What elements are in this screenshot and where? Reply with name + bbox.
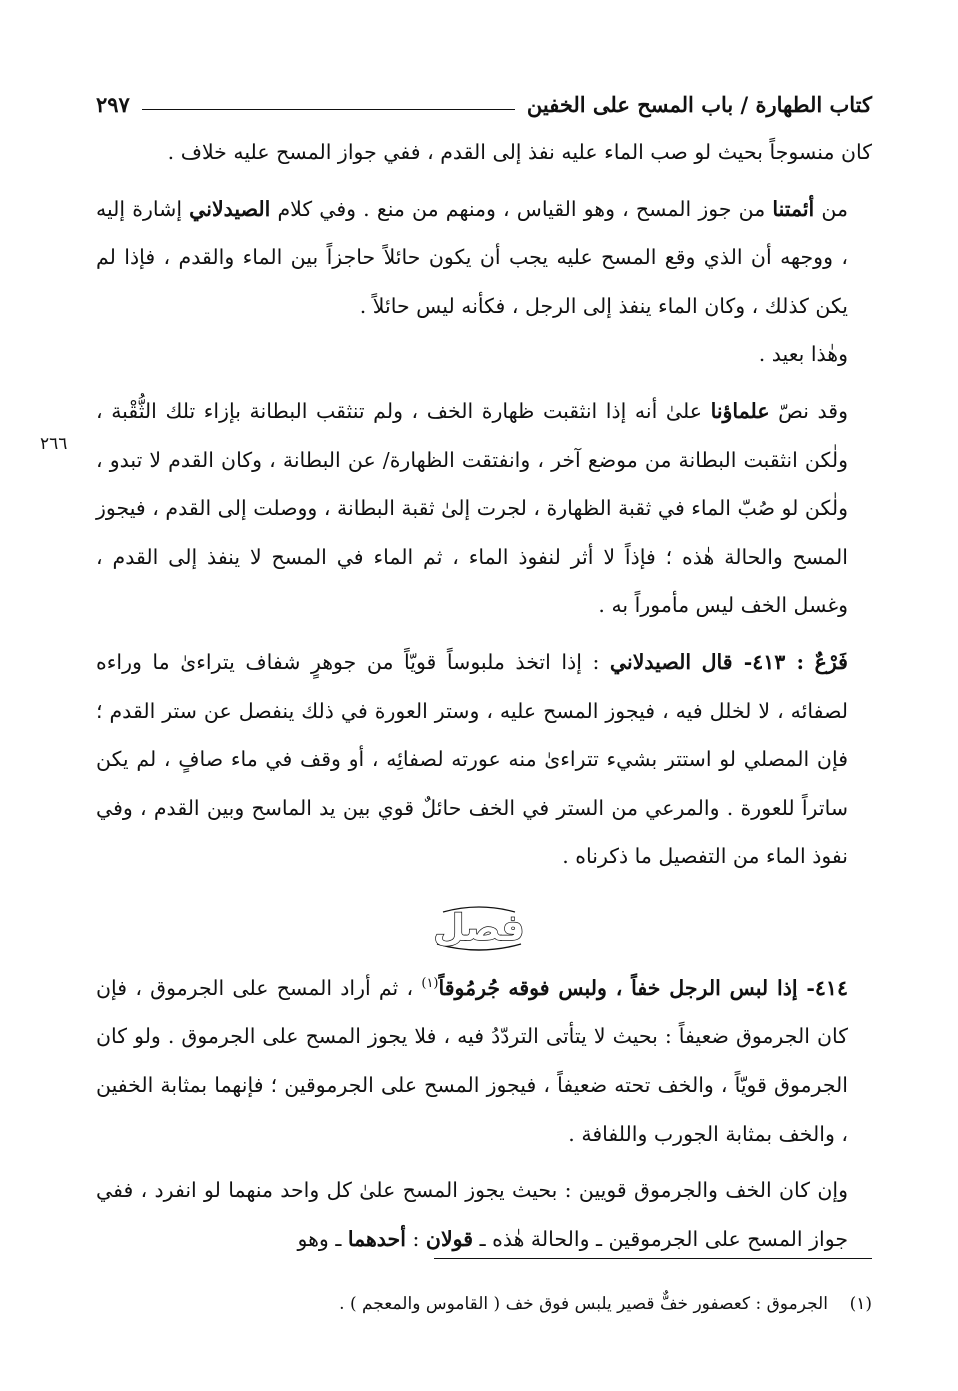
section-heading-text: فصل: [433, 908, 525, 949]
bold-term: أئمتنا: [772, 196, 815, 221]
text-run: إشارة إليه ، ووجهه أن الذي وقع المسح عليه يجب أن يكون حائلاً حاجزاً بين الماء والقدم ، فإذا لم يكن كذلك ، وكان الماء ينفذ إلى الرجل ، فكأنه ليس حائلاً .: [96, 196, 848, 318]
paragraph: [96, 387, 872, 630]
running-header: [96, 84, 872, 124]
bold-term: أحدهما: [347, 1226, 406, 1251]
text-run: ـ وهو: [297, 1226, 342, 1251]
issue-number: : ٤١٣- قال: [701, 649, 805, 674]
bold-term: علماؤنا: [710, 398, 770, 423]
paragraph: [96, 1166, 872, 1263]
margin-page-reference: ٢٦٦: [40, 434, 68, 454]
header-rule: [142, 109, 515, 110]
text-run: وقد نصّ: [778, 398, 848, 423]
page-number: ٢٩٧: [96, 91, 130, 117]
paragraph-text: وهٰذا بعيد .: [758, 342, 848, 367]
text-run: علىٰ أنه إذا انثقبت ظهارة الخف ، ولم تنثقب البطانة بإزاء تلك الثُّقْبة ، ولٰكن انثقبت البطانة من موضع آخر ، وانفتقت الظهارة/ عن البطانة ، وكان القدم لا تبدو ، ولٰكن لو صُبّ الماء في ثقبة الظهارة ، لجرت إلىٰ ثقبة البطانة ، ووصلت إلى القدم ، فيجوز المسح والحالة هٰذه ؛ فإذاً لا أثر لنفوذ الماء ، ثم الماء في المسح لا ينفذ إلى القدم ، وغسل الخف ليس مأموراً به .: [96, 398, 848, 618]
issue-text: ٤١٤- إذا لبس الرجل خفاً ، ولبس فوقه: [508, 975, 848, 1000]
header-title: كتاب الطهارة / باب المسح على الخفين: [526, 91, 872, 117]
footnote-rule: [434, 1258, 872, 1259]
paragraph: [96, 128, 872, 177]
main-text-continued: [96, 960, 872, 1263]
paragraph: [96, 960, 872, 1158]
bold-term: قولان: [425, 1226, 474, 1251]
bold-term: الصيدلاني: [609, 649, 692, 674]
text-run: : إذا اتخذ ملبوساً قويّاً من جوهرٍ شفاف يتراءىٰ ما وراءه لصفائه ، لا لخلل فيه ، فيجوز المسح عليه ، وستر العورة في ذلك ينفصل عن ستر القدم ؛ فإن المصلي لو استتر بشيء تتراءىٰ منه عورته لصفائِه ، أو وقف في ماء صافٍ ، لم يكن ساتراً للعورة . والمرعي من الستر في الخف حائلٌ قوي بين يد الماسح وبين القدم ، وفي نفوذ الماء من التفصيل ما ذكرناه .: [96, 649, 848, 869]
branch-label: فَرْعٌ: [814, 649, 848, 674]
footnote-marker: (١): [849, 1294, 872, 1314]
text-run: ، ثم أراد المسح على الجرموق ، فإن كان الجرموق ضعيفاً : بحيث لا يتأتى التردّدُ فيه ، فلا يجوز المسح على الجرموق . ولو كان الجرموق قويّاً ، والخف تحته ضعيفاً ، فيجوز المسح على الجرموقين ؛ فإنهما بمثابة الخفين ، والخف بمثابة الجورب واللفافة .: [96, 975, 848, 1146]
text-run: وإن كان الخف والجرموق قويين : بحيث يجوز المسح علىٰ كل واحد منهما لو انفرد ، ففي جواز المسح على الجرموقين ـ والحالة هٰذه ـ: [96, 1178, 848, 1251]
text-run: :: [412, 1226, 420, 1251]
text-run: من جوز المسح ، وهو القياس ، ومنهم من منع . وفي كلام: [277, 196, 766, 221]
paragraph-text: كان منسوجاً بحيث لو صب الماء عليه نفذ إلى القدم ، ففي جواز المسح عليه خلاف .: [167, 140, 872, 164]
footnote-text: الجرموق : كعصفور خفٌّ قصير يلبس فوق خف ( القاموس والمعجم ) .: [339, 1294, 828, 1314]
section-heading: [429, 900, 529, 958]
paragraph: [96, 185, 872, 331]
footnote: [96, 1290, 872, 1318]
bold-term: جُرمُوقاً: [438, 975, 501, 1000]
footnote-ref[interactable]: (١): [421, 976, 439, 991]
paragraph: [96, 638, 872, 881]
main-text: [96, 128, 872, 881]
text-run: من: [821, 196, 848, 221]
bold-term: الصيدلاني: [189, 196, 271, 221]
paragraph: [96, 330, 872, 379]
